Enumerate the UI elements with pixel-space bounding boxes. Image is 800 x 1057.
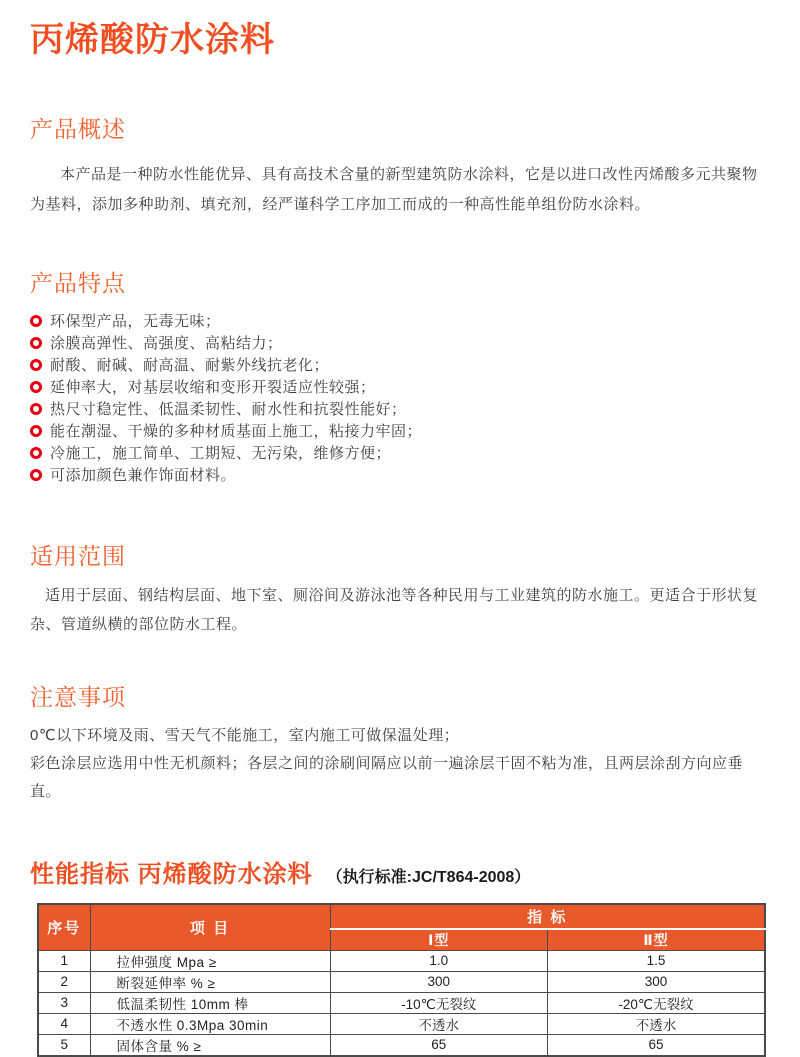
bullet-ring-icon xyxy=(30,359,42,371)
table-row xyxy=(38,971,765,992)
note-line: 0℃以下环境及雨、雪天气不能施工，室内施工可做保温处理； xyxy=(30,727,460,745)
feature-item-label: 涂膜高弹性、高强度、高粘结力； xyxy=(50,335,283,353)
bullet-ring-icon xyxy=(30,315,42,327)
bullet-ring-icon xyxy=(30,425,42,437)
cell-no: 4 xyxy=(38,1013,90,1034)
section-performance xyxy=(30,854,768,1057)
section-overview xyxy=(30,111,768,219)
cell-type1: 65 xyxy=(330,1034,548,1056)
feature-item-label: 可添加颜色兼作饰面材料。 xyxy=(50,467,237,485)
cell-type2: 65 xyxy=(548,1034,766,1056)
spec-table-head xyxy=(38,904,765,951)
feature-item-label: 环保型产品，无毒无味； xyxy=(50,313,221,331)
bullet-ring-icon xyxy=(30,469,42,481)
table-header-index: 指 标 xyxy=(330,904,765,929)
feature-item xyxy=(30,376,768,398)
table-row xyxy=(38,950,765,971)
cell-item: 不透水性 0.3Mpa 30min xyxy=(90,1013,330,1034)
feature-item xyxy=(30,332,768,354)
cell-item: 低温柔韧性 10mm 棒 xyxy=(90,992,330,1013)
features-heading: 产品特点 xyxy=(30,269,126,296)
spec-table xyxy=(37,903,766,1057)
feature-item-label: 冷施工，施工简单、工期短、无污染，维修方便； xyxy=(50,445,392,463)
note-line: 彩色涂层应选用中性无机颜料；各层之间的涂刷间隔应以前一遍涂层干固不粘为准，且两层涂刮方向应垂直。 xyxy=(30,755,744,800)
cell-type2: 300 xyxy=(548,971,766,992)
feature-item-label: 热尺寸稳定性、低温柔韧性、耐水性和抗裂性能好； xyxy=(50,401,407,419)
feature-item xyxy=(30,442,768,464)
feature-item-label: 耐酸、耐碱、耐高温、耐紫外线抗老化； xyxy=(50,357,330,375)
cell-type1: -10℃无裂纹 xyxy=(330,992,548,1013)
cell-no: 2 xyxy=(38,971,90,992)
cell-type2: -20℃无裂纹 xyxy=(548,992,766,1013)
table-header-no: 序号 xyxy=(38,904,90,951)
section-notes xyxy=(30,679,768,805)
feature-item xyxy=(30,354,768,376)
performance-heading-row xyxy=(30,854,768,889)
section-features xyxy=(30,265,768,486)
feature-item xyxy=(30,398,768,420)
bullet-ring-icon xyxy=(30,381,42,393)
feature-item xyxy=(30,310,768,332)
cell-no: 5 xyxy=(38,1034,90,1056)
scope-paragraph: 适用于层面、钢结构层面、地下室、厕浴间及游泳池等各种民用与工业建筑的防水施工。更适合于形状复杂、管道纵横的部位防水工程。 xyxy=(30,586,759,634)
table-header-item: 项 目 xyxy=(90,904,330,951)
overview-heading: 产品概述 xyxy=(30,116,126,143)
cell-item: 断裂延伸率 % ≥ xyxy=(90,971,330,992)
feature-item xyxy=(30,420,768,442)
page-title: 丙烯酸防水涂料 xyxy=(30,21,275,59)
table-header-type1: Ⅰ型 xyxy=(330,929,548,951)
cell-type1: 300 xyxy=(330,971,548,992)
cell-item: 拉伸强度 Mpa ≥ xyxy=(90,950,330,971)
overview-paragraph: 本产品是一种防水性能优异、具有高技术含量的新型建筑防水涂料，它是以进口改性丙烯酸多元共聚物为基料，添加多种助剂、填充剂，经严谨科学工序加工而成的一种高性能单组份防水涂料。 xyxy=(30,166,758,213)
bullet-ring-icon xyxy=(30,447,42,459)
cell-type2: 1.5 xyxy=(548,950,766,971)
feature-list xyxy=(30,310,768,486)
section-scope xyxy=(30,538,768,640)
feature-item xyxy=(30,464,768,486)
bullet-ring-icon xyxy=(30,403,42,415)
bullet-ring-icon xyxy=(30,337,42,349)
cell-type1: 1.0 xyxy=(330,950,548,971)
table-row xyxy=(38,992,765,1013)
cell-type2: 不透水 xyxy=(548,1013,766,1034)
table-header-type2: Ⅱ型 xyxy=(548,929,766,951)
cell-item: 固体含量 % ≥ xyxy=(90,1034,330,1056)
table-row xyxy=(38,1034,765,1056)
cell-type1: 不透水 xyxy=(330,1013,548,1034)
notes-block xyxy=(30,722,768,805)
notes-heading: 注意事项 xyxy=(30,684,126,711)
performance-standard-note: （执行标准:JC/T864-2008） xyxy=(326,868,531,886)
cell-no: 3 xyxy=(38,992,90,1013)
table-row xyxy=(38,1013,765,1034)
feature-item-label: 延伸率大，对基层收缩和变形开裂适应性较强； xyxy=(50,379,376,397)
scope-heading: 适用范围 xyxy=(30,542,126,569)
cell-no: 1 xyxy=(38,950,90,971)
spec-table-body xyxy=(38,950,765,1056)
performance-heading: 性能指标 丙烯酸防水涂料 xyxy=(30,860,313,888)
feature-item-label: 能在潮湿、干燥的多种材质基面上施工，粘接力牢固； xyxy=(50,423,423,441)
